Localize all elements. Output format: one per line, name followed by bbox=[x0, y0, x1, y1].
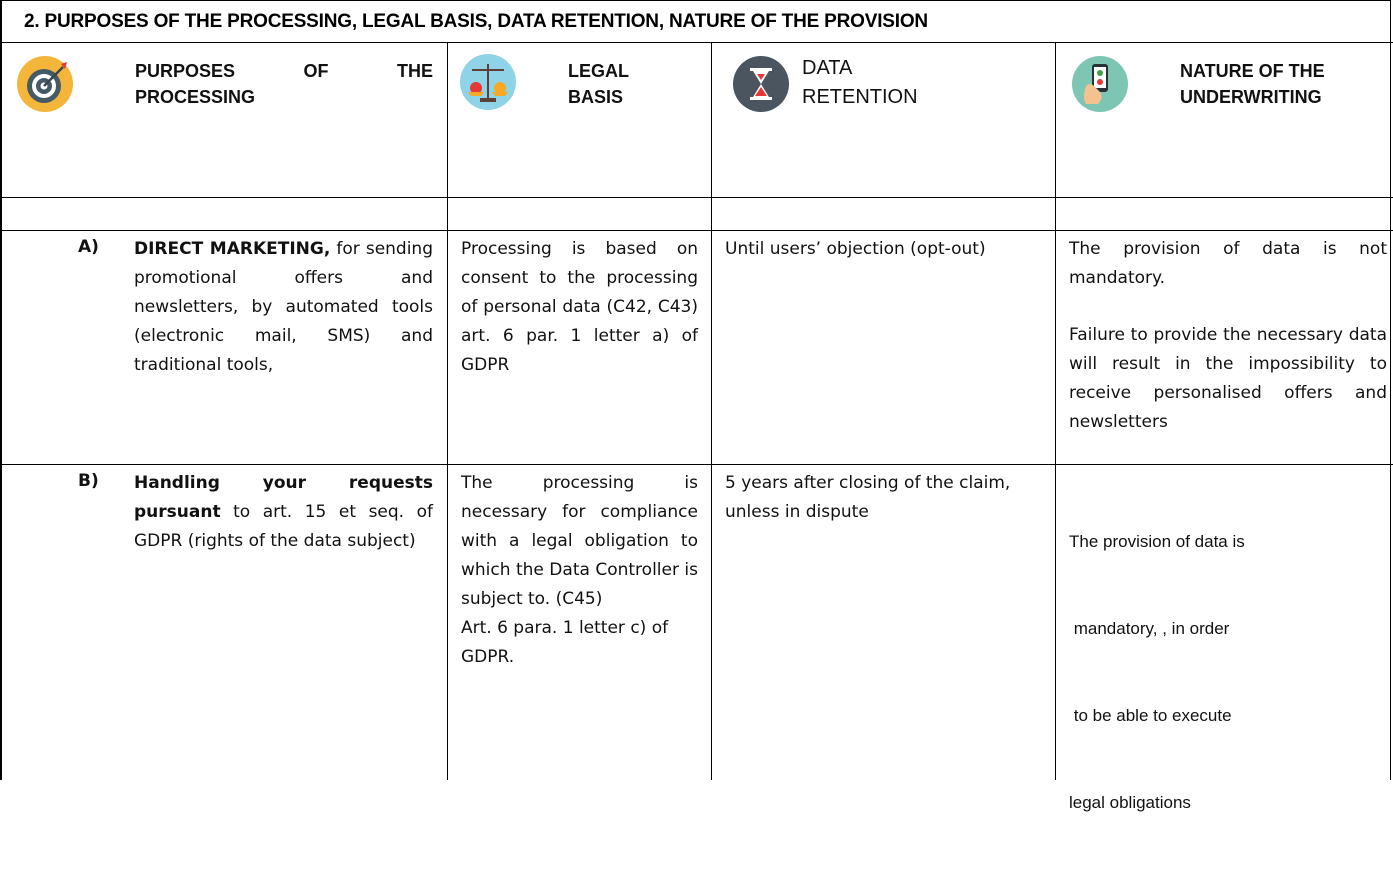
header-word: THE bbox=[397, 61, 433, 81]
row-label: A) bbox=[78, 237, 99, 257]
row-purpose bbox=[134, 469, 433, 556]
header-retention-line1: DATA bbox=[802, 57, 853, 79]
header-legal-basis bbox=[448, 42, 711, 197]
row-nature bbox=[1069, 469, 1387, 875]
row-divider bbox=[0, 197, 1393, 198]
header-purposes-line2: PROCESSING bbox=[135, 87, 256, 107]
header-data-retention bbox=[712, 42, 1055, 197]
header-legal-line1: LEGAL bbox=[568, 61, 629, 81]
scales-icon bbox=[460, 54, 516, 110]
row-label: B) bbox=[78, 471, 99, 491]
header-purposes-line1 bbox=[135, 58, 433, 84]
row-purpose bbox=[134, 235, 433, 380]
hourglass-icon bbox=[733, 56, 789, 112]
header-word: PURPOSES bbox=[135, 61, 236, 81]
row-nature-line: The provision of data is bbox=[1069, 532, 1245, 551]
row-legal-extra: Art. 6 para. 1 letter c) of GDPR. bbox=[461, 618, 669, 667]
target-icon bbox=[17, 56, 73, 112]
row-purpose-bold: Handling your requests pursuant bbox=[134, 473, 433, 522]
row-nature-p2: Failure to provide the necessary data will result in the impossibility to receive personalised offers and newsletters bbox=[1069, 325, 1387, 432]
header-nature-line2: UNDERWRITING bbox=[1180, 87, 1322, 107]
table-row bbox=[0, 231, 1393, 464]
header-purposes bbox=[0, 42, 447, 197]
row-purpose-text: to art. 15 et seq. of GDPR (rights of the data subject) bbox=[134, 502, 434, 551]
header-word: OF bbox=[303, 61, 329, 81]
row-retention: 5 years after closing of the claim, unless in dispute bbox=[725, 473, 1011, 522]
header-retention-line2: RETENTION bbox=[802, 86, 918, 108]
row-legal-basis: Processing is based on consent to the processing of personal data (C42, C43) art. 6 par. 1 letter a) of GDPR bbox=[461, 239, 698, 375]
row-retention: Until users’ objection (opt-out) bbox=[725, 239, 986, 259]
phone-hand-icon bbox=[1072, 56, 1128, 112]
row-legal-text: The processing is necessary for compliance with a legal obligation to which the Data Controller is subject to. (C45) bbox=[461, 473, 698, 609]
header-nature-line1: NATURE OF THE bbox=[1180, 61, 1325, 81]
row-legal-basis bbox=[461, 469, 698, 672]
row-nature-line: legal obligations bbox=[1069, 793, 1191, 812]
row-nature-p1: The provision of data is not mandatory. bbox=[1069, 239, 1387, 288]
section-title: 2. PURPOSES OF THE PROCESSING, LEGAL BASIS, DATA RETENTION, NATURE OF THE PROVISION bbox=[24, 11, 928, 32]
header-nature bbox=[1056, 42, 1393, 197]
section-title-row bbox=[0, 0, 1393, 43]
row-nature-line: mandatory, , in order bbox=[1069, 619, 1230, 638]
row-purpose-bold: DIRECT MARKETING, bbox=[134, 239, 331, 259]
row-nature-line: to be able to execute bbox=[1069, 706, 1232, 725]
header-legal-line2: BASIS bbox=[568, 87, 624, 107]
row-purpose-text: for sending promotional offers and newsletters, by automated tools (electronic mail, SMS) and traditional tools, bbox=[134, 239, 434, 375]
table-row bbox=[0, 465, 1393, 812]
